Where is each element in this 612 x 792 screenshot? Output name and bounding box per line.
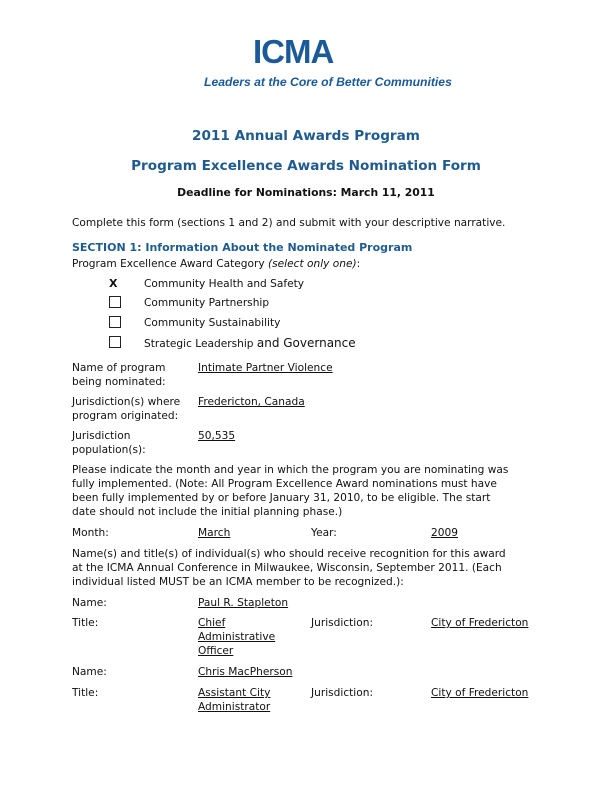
program-name-label-line-2: being nominated:: [72, 376, 166, 388]
individual-2-title-line-2[interactable]: Administrator: [198, 701, 271, 713]
recognition-instructions-line-1: Name(s) and title(s) of individual(s) who should receive recognition for this award: [72, 548, 506, 560]
individual-2-title-line-1[interactable]: Assistant City: [198, 687, 271, 699]
category-health-safety-checkbox[interactable]: X: [109, 277, 118, 290]
date-instructions-line-4: date should not include the initial planning phase.): [72, 506, 343, 518]
page-title: 2011 Annual Awards Program: [192, 128, 420, 144]
category-governance-label-b: and Governance: [256, 336, 356, 350]
year-label: Year:: [311, 527, 337, 539]
individual-1-title-line-3[interactable]: Officer: [198, 645, 234, 657]
individual-1-title-label: Title:: [72, 617, 99, 629]
category-governance-label: [144, 336, 356, 350]
jurisdiction-label-line-1: Jurisdiction(s) where: [72, 396, 181, 408]
category-partnership-label: Community Partnership: [144, 297, 270, 309]
individual-2-name-value[interactable]: Chris MacPherson: [198, 666, 293, 678]
intro-text: Complete this form (sections 1 and 2) and submit with your descriptive narrative.: [72, 217, 506, 229]
category-prompt: [72, 258, 360, 270]
deadline-text: Deadline for Nominations: March 11, 2011: [177, 186, 435, 199]
population-label-line-2: population(s):: [72, 444, 146, 456]
category-sustainability-label: Community Sustainability: [144, 317, 281, 329]
individual-2-name-label: Name:: [72, 666, 107, 678]
recognition-instructions-line-3: individual listed MUST be an ICMA member to be recognized.):: [72, 576, 404, 588]
section-1-heading: SECTION 1: Information About the Nominated Program: [72, 241, 413, 254]
category-governance-label-a: Strategic Leadership: [144, 338, 257, 350]
date-instructions-line-1: Please indicate the month and year in which the program you are nominating was: [72, 464, 509, 476]
icma-logo: ICMA: [253, 33, 334, 70]
recognition-instructions-line-2: at the ICMA Annual Conference in Milwaukee, Wisconsin, September 2011. (Each: [72, 562, 502, 574]
category-label: Program Excellence Award Category: [72, 258, 269, 270]
program-name-value[interactable]: Intimate Partner Violence: [198, 362, 333, 374]
date-instructions-line-2: fully implemented. (Note: All Program Excellence Award nominations must have: [72, 478, 497, 490]
month-value[interactable]: March: [198, 527, 231, 539]
program-name-label-line-1: Name of program: [72, 362, 166, 374]
individual-2-jurisdiction-label: Jurisdiction:: [311, 687, 374, 699]
individual-1-jurisdiction-value[interactable]: City of Fredericton: [431, 617, 529, 629]
month-label: Month:: [72, 527, 109, 539]
individual-2-jurisdiction-value[interactable]: City of Fredericton: [431, 687, 529, 699]
individual-1-name-value[interactable]: Paul R. Stapleton: [198, 597, 289, 609]
individual-1-title-line-1[interactable]: Chief: [198, 617, 226, 629]
category-partnership-checkbox[interactable]: [109, 296, 121, 308]
jurisdiction-value[interactable]: Fredericton, Canada: [198, 396, 305, 408]
date-instructions-line-3: been fully implemented by or before January 31, 2010, to be eligible. The start: [72, 492, 491, 504]
category-colon: :: [356, 258, 361, 270]
year-value[interactable]: 2009: [431, 527, 458, 539]
form-title: Program Excellence Awards Nomination Form: [131, 158, 481, 174]
category-hint: (select only one): [268, 258, 357, 270]
jurisdiction-label-line-2: program originated:: [72, 410, 179, 422]
category-health-safety-label: Community Health and Safety: [144, 278, 305, 290]
category-sustainability-checkbox[interactable]: [109, 316, 121, 328]
individual-1-name-label: Name:: [72, 597, 107, 609]
individual-1-jurisdiction-label: Jurisdiction:: [311, 617, 374, 629]
population-value[interactable]: 50,535: [198, 430, 236, 442]
individual-1-title-line-2[interactable]: Administrative: [198, 631, 276, 643]
population-label-line-1: Jurisdiction: [72, 430, 131, 442]
individual-2-title-label: Title:: [72, 687, 99, 699]
category-governance-checkbox[interactable]: [109, 336, 121, 348]
logo-tagline: Leaders at the Core of Better Communities: [204, 75, 452, 89]
